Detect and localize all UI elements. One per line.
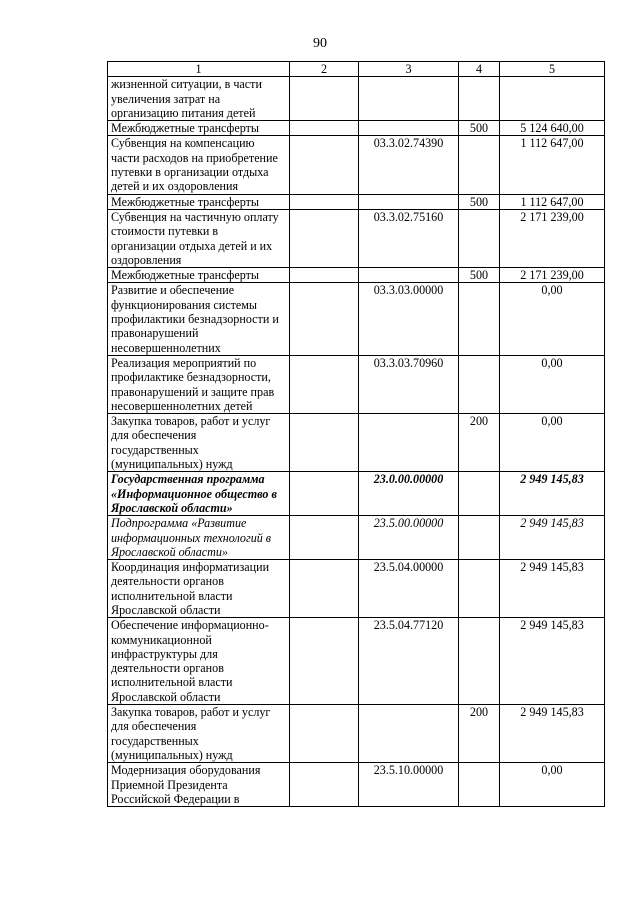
row-code-cell: 23.5.04.77120 [359, 618, 459, 705]
table-row [108, 763, 605, 807]
row-type-cell [459, 618, 500, 705]
table-row [108, 268, 605, 283]
table-row [108, 472, 605, 516]
table-row [108, 705, 605, 763]
row-amount-cell: 2 171 239,00 [500, 209, 605, 267]
row-code-cell [359, 705, 459, 763]
row-name-cell: Подпрограмма «Развитие информационных технологий в Ярославской области» [108, 516, 290, 560]
table-row [108, 209, 605, 267]
row-col2-cell [290, 414, 359, 472]
row-type-cell: 500 [459, 194, 500, 209]
row-name-cell: Реализация мероприятий по профилактике безнадзорности, правонарушений и защите прав несовершеннолетних детей [108, 355, 290, 413]
row-name-cell: Межбюджетные трансферты [108, 121, 290, 136]
row-code-cell: 23.5.04.00000 [359, 560, 459, 618]
row-col2-cell [290, 516, 359, 560]
row-col2-cell [290, 618, 359, 705]
row-type-cell: 500 [459, 268, 500, 283]
table-row [108, 283, 605, 355]
row-amount-cell: 2 171 239,00 [500, 268, 605, 283]
row-amount-cell: 2 949 145,83 [500, 516, 605, 560]
table-row [108, 136, 605, 194]
row-code-cell: 23.0.00.00000 [359, 472, 459, 516]
row-name-cell: жизненной ситуации, в части увеличения затрат на организацию питания детей [108, 77, 290, 121]
row-type-cell [459, 136, 500, 194]
row-name-cell: Обеспечение информационно-коммуникационной инфраструктуры для деятельности органов исполнительной власти Ярославской области [108, 618, 290, 705]
row-name-cell: Субвенция на компенсацию части расходов на приобретение путевки в организации отдыха детей и их оздоровления [108, 136, 290, 194]
row-code-cell [359, 268, 459, 283]
table-row [108, 516, 605, 560]
row-col2-cell [290, 268, 359, 283]
budget-table-body [108, 62, 605, 807]
table-row [108, 560, 605, 618]
row-name-cell: Межбюджетные трансферты [108, 268, 290, 283]
page-number: 90 [313, 36, 327, 51]
row-code-cell: 03.3.03.00000 [359, 283, 459, 355]
row-code-cell [359, 77, 459, 121]
row-type-cell: 500 [459, 121, 500, 136]
row-amount-cell: 2 949 145,83 [500, 560, 605, 618]
row-code-cell: 03.3.03.70960 [359, 355, 459, 413]
row-code-cell [359, 121, 459, 136]
row-code-cell: 23.5.10.00000 [359, 763, 459, 807]
row-type-cell [459, 560, 500, 618]
row-name-cell: Закупка товаров, работ и услуг для обеспечения государственных (муниципальных) нужд [108, 705, 290, 763]
budget-table [107, 61, 605, 807]
column-header-4: 4 [459, 62, 500, 77]
row-amount-cell: 1 112 647,00 [500, 194, 605, 209]
row-col2-cell [290, 194, 359, 209]
column-header-5: 5 [500, 62, 605, 77]
row-type-cell [459, 355, 500, 413]
row-type-cell [459, 763, 500, 807]
table-row [108, 194, 605, 209]
row-type-cell: 200 [459, 705, 500, 763]
row-col2-cell [290, 560, 359, 618]
row-type-cell [459, 283, 500, 355]
row-name-cell: Модернизация оборудования Приемной Президента Российской Федерации в [108, 763, 290, 807]
row-name-cell: Координация информатизации деятельности органов исполнительной власти Ярославской области [108, 560, 290, 618]
row-col2-cell [290, 209, 359, 267]
row-col2-cell [290, 283, 359, 355]
row-amount-cell: 2 949 145,83 [500, 705, 605, 763]
row-type-cell [459, 516, 500, 560]
row-amount-cell: 0,00 [500, 355, 605, 413]
row-amount-cell: 0,00 [500, 414, 605, 472]
row-type-cell [459, 472, 500, 516]
row-type-cell [459, 77, 500, 121]
row-type-cell: 200 [459, 414, 500, 472]
row-col2-cell [290, 472, 359, 516]
row-name-cell: Субвенция на частичную оплату стоимости путевки в организации отдыха детей и их оздоровления [108, 209, 290, 267]
row-name-cell: Закупка товаров, работ и услуг для обеспечения государственных (муниципальных) нужд [108, 414, 290, 472]
row-amount-cell [500, 77, 605, 121]
row-amount-cell: 5 124 640,00 [500, 121, 605, 136]
table-row [108, 618, 605, 705]
table-row [108, 355, 605, 413]
row-code-cell: 03.3.02.74390 [359, 136, 459, 194]
table-row [108, 77, 605, 121]
row-col2-cell [290, 136, 359, 194]
row-code-cell: 23.5.00.00000 [359, 516, 459, 560]
row-type-cell [459, 209, 500, 267]
column-header-3: 3 [359, 62, 459, 77]
table-row [108, 414, 605, 472]
row-amount-cell: 0,00 [500, 763, 605, 807]
column-header-1: 1 [108, 62, 290, 77]
row-amount-cell: 2 949 145,83 [500, 618, 605, 705]
row-name-cell: Развитие и обеспечение функционирования системы профилактики безнадзорности и правонарушений несовершеннолетних [108, 283, 290, 355]
row-code-cell [359, 414, 459, 472]
row-col2-cell [290, 77, 359, 121]
row-code-cell: 03.3.02.75160 [359, 209, 459, 267]
table-row [108, 121, 605, 136]
row-amount-cell: 1 112 647,00 [500, 136, 605, 194]
row-name-cell: Государственная программа «Информационное общество в Ярославской области» [108, 472, 290, 516]
row-amount-cell: 2 949 145,83 [500, 472, 605, 516]
row-col2-cell [290, 355, 359, 413]
table-header-row [108, 62, 605, 77]
row-code-cell [359, 194, 459, 209]
row-name-cell: Межбюджетные трансферты [108, 194, 290, 209]
row-col2-cell [290, 121, 359, 136]
row-col2-cell [290, 705, 359, 763]
column-header-2: 2 [290, 62, 359, 77]
row-col2-cell [290, 763, 359, 807]
row-amount-cell: 0,00 [500, 283, 605, 355]
